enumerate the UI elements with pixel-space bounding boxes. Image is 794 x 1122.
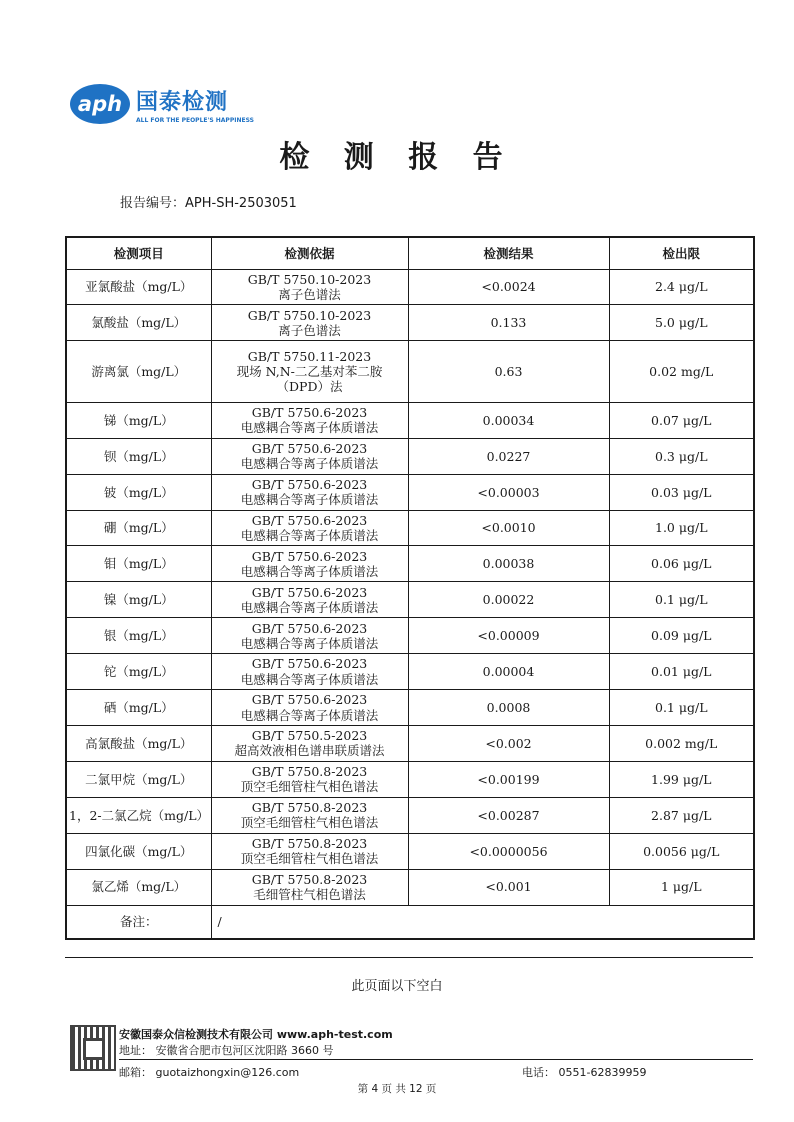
cell-item: 氯酸盐（mg/L） bbox=[66, 305, 211, 341]
footer-phone: 电话： 0551-62839959 bbox=[522, 1066, 647, 1079]
basis-line: 电感耦合等离子体质谱法 bbox=[240, 635, 379, 651]
cell-result: 0.00004 bbox=[408, 654, 609, 690]
cell-result: <0.00287 bbox=[408, 797, 609, 833]
basis-line: 电感耦合等离子体质谱法 bbox=[240, 707, 379, 723]
table-row bbox=[66, 438, 754, 474]
cell-basis bbox=[211, 654, 408, 690]
cell-result: <0.002 bbox=[408, 726, 609, 762]
cell-basis bbox=[211, 618, 408, 654]
table-header-row bbox=[66, 237, 754, 269]
cell-basis bbox=[211, 690, 408, 726]
cell-basis bbox=[211, 510, 408, 546]
cell-limit: 0.06 μg/L bbox=[609, 546, 754, 582]
page-number: 第 4 页 共 12 页 bbox=[357, 1083, 437, 1095]
cell-item: 铍（mg/L） bbox=[66, 474, 211, 510]
logo-name: 国泰检测 bbox=[136, 89, 229, 115]
cell-basis bbox=[211, 305, 408, 341]
cell-limit: 0.09 μg/L bbox=[609, 618, 754, 654]
cell-limit: 0.002 mg/L bbox=[609, 726, 754, 762]
cell-basis bbox=[211, 833, 408, 869]
basis-line: （DPD）法 bbox=[276, 379, 343, 395]
cell-basis bbox=[211, 797, 408, 833]
footer-company: 安徽国泰众信检测技术有限公司 www.aph-test.com bbox=[119, 1028, 393, 1041]
footer-email: 邮箱： guotaizhongxin@126.com bbox=[119, 1066, 300, 1079]
cell-limit: 0.3 μg/L bbox=[609, 438, 754, 474]
cell-item: 铊（mg/L） bbox=[66, 654, 211, 690]
col-header-limit: 检出限 bbox=[609, 237, 754, 269]
basis-line: GB/T 5750.6-2023 bbox=[251, 512, 368, 528]
basis-line: 电感耦合等离子体质谱法 bbox=[240, 456, 379, 472]
basis-line: 电感耦合等离子体质谱法 bbox=[240, 528, 379, 544]
cell-basis bbox=[211, 402, 408, 438]
basis-line: 现场 N,N-二乙基对苯二胺 bbox=[236, 363, 383, 379]
basis-line: 毛细管柱气相色谱法 bbox=[253, 887, 366, 903]
results-table bbox=[65, 236, 755, 940]
basis-line: GB/T 5750.10-2023 bbox=[247, 307, 372, 323]
cell-item: 亚氯酸盐（mg/L） bbox=[66, 269, 211, 305]
table-row bbox=[66, 654, 754, 690]
cell-item: 高氯酸盐（mg/L） bbox=[66, 726, 211, 762]
cell-basis bbox=[211, 438, 408, 474]
company-logo bbox=[70, 84, 254, 124]
cell-result: <0.001 bbox=[408, 869, 609, 905]
footer-address: 地址： 安徽省合肥市包河区沈阳路 3660 号 bbox=[119, 1044, 334, 1057]
table-row bbox=[66, 618, 754, 654]
cell-limit: 0.07 μg/L bbox=[609, 402, 754, 438]
remark-label: 备注： bbox=[66, 905, 211, 939]
cell-result: 0.00038 bbox=[408, 546, 609, 582]
basis-line: GB/T 5750.6-2023 bbox=[251, 405, 368, 421]
cell-basis bbox=[211, 869, 408, 905]
cell-basis bbox=[211, 474, 408, 510]
basis-line: GB/T 5750.8-2023 bbox=[251, 764, 368, 780]
basis-line: GB/T 5750.6-2023 bbox=[251, 440, 368, 456]
cell-item: 游离氯（mg/L） bbox=[66, 341, 211, 403]
divider-line bbox=[65, 957, 753, 958]
cell-item: 锑（mg/L） bbox=[66, 402, 211, 438]
cell-item: 氯乙烯（mg/L） bbox=[66, 869, 211, 905]
basis-line: 电感耦合等离子体质谱法 bbox=[240, 563, 379, 579]
cell-result: <0.0000056 bbox=[408, 833, 609, 869]
cell-result: <0.00003 bbox=[408, 474, 609, 510]
table-row bbox=[66, 690, 754, 726]
cell-result: 0.133 bbox=[408, 305, 609, 341]
table-row bbox=[66, 474, 754, 510]
table-row bbox=[66, 761, 754, 797]
table-row bbox=[66, 546, 754, 582]
basis-line: 离子色谱法 bbox=[278, 286, 341, 302]
table-row bbox=[66, 305, 754, 341]
logo-tagline: ALL FOR THE PEOPLE'S HAPPINESS bbox=[136, 116, 254, 124]
cell-basis bbox=[211, 761, 408, 797]
cell-limit: 0.1 μg/L bbox=[609, 690, 754, 726]
basis-line: GB/T 5750.11-2023 bbox=[247, 348, 372, 364]
cell-limit: 1 μg/L bbox=[609, 869, 754, 905]
cell-limit: 0.1 μg/L bbox=[609, 582, 754, 618]
cell-limit: 2.4 μg/L bbox=[609, 269, 754, 305]
basis-line: 顶空毛细管柱气相色谱法 bbox=[240, 815, 379, 831]
blank-page-note: 此页面以下空白 bbox=[351, 979, 443, 994]
basis-line: 电感耦合等离子体质谱法 bbox=[240, 599, 379, 615]
table-row bbox=[66, 833, 754, 869]
basis-line: GB/T 5750.6-2023 bbox=[251, 548, 368, 564]
report-number: 报告编号：APH-SH-2503051 bbox=[120, 196, 297, 211]
cell-item: 硼（mg/L） bbox=[66, 510, 211, 546]
cell-basis bbox=[211, 546, 408, 582]
footer-divider bbox=[119, 1059, 753, 1060]
cell-item: 钡（mg/L） bbox=[66, 438, 211, 474]
table-row bbox=[66, 582, 754, 618]
cell-limit: 0.02 mg/L bbox=[609, 341, 754, 403]
cell-item: 硒（mg/L） bbox=[66, 690, 211, 726]
cell-result: 0.00034 bbox=[408, 402, 609, 438]
col-header-item: 检测项目 bbox=[66, 237, 211, 269]
basis-line: 顶空毛细管柱气相色谱法 bbox=[240, 779, 379, 795]
table-row bbox=[66, 269, 754, 305]
basis-line: GB/T 5750.8-2023 bbox=[251, 871, 368, 887]
cell-limit: 0.0056 μg/L bbox=[609, 833, 754, 869]
col-header-basis: 检测依据 bbox=[211, 237, 408, 269]
basis-line: GB/T 5750.5-2023 bbox=[251, 728, 368, 744]
cell-result: 0.00022 bbox=[408, 582, 609, 618]
cell-result: <0.00199 bbox=[408, 761, 609, 797]
cell-basis bbox=[211, 726, 408, 762]
cell-basis bbox=[211, 269, 408, 305]
cell-result: <0.0010 bbox=[408, 510, 609, 546]
cell-basis bbox=[211, 341, 408, 403]
cell-limit: 1.0 μg/L bbox=[609, 510, 754, 546]
remark-value: / bbox=[211, 905, 754, 939]
cell-item: 镍（mg/L） bbox=[66, 582, 211, 618]
table-row bbox=[66, 402, 754, 438]
basis-line: 超高效液相色谱串联质谱法 bbox=[234, 743, 385, 759]
cell-item: 四氯化碳（mg/L） bbox=[66, 833, 211, 869]
basis-line: GB/T 5750.6-2023 bbox=[251, 584, 368, 600]
basis-line: GB/T 5750.8-2023 bbox=[251, 800, 368, 816]
basis-line: 电感耦合等离子体质谱法 bbox=[240, 420, 379, 436]
cell-basis bbox=[211, 582, 408, 618]
cell-result: 0.63 bbox=[408, 341, 609, 403]
cell-result: <0.00009 bbox=[408, 618, 609, 654]
table-row bbox=[66, 726, 754, 762]
qr-code-icon bbox=[70, 1025, 116, 1071]
cell-result: <0.0024 bbox=[408, 269, 609, 305]
cell-limit: 1.99 μg/L bbox=[609, 761, 754, 797]
basis-line: 电感耦合等离子体质谱法 bbox=[240, 492, 379, 508]
cell-item: 二氯甲烷（mg/L） bbox=[66, 761, 211, 797]
cell-limit: 2.87 μg/L bbox=[609, 797, 754, 833]
basis-line: GB/T 5750.6-2023 bbox=[251, 656, 368, 672]
cell-item: 银（mg/L） bbox=[66, 618, 211, 654]
col-header-result: 检测结果 bbox=[408, 237, 609, 269]
cell-limit: 0.03 μg/L bbox=[609, 474, 754, 510]
logo-mark: aph bbox=[70, 84, 130, 124]
cell-limit: 0.01 μg/L bbox=[609, 654, 754, 690]
basis-line: GB/T 5750.6-2023 bbox=[251, 692, 368, 708]
basis-line: 离子色谱法 bbox=[278, 322, 341, 338]
remark-row bbox=[66, 905, 754, 939]
table-row bbox=[66, 797, 754, 833]
table-row bbox=[66, 341, 754, 403]
basis-line: GB/T 5750.6-2023 bbox=[251, 476, 368, 492]
basis-line: 电感耦合等离子体质谱法 bbox=[240, 671, 379, 687]
basis-line: GB/T 5750.10-2023 bbox=[247, 271, 372, 287]
cell-item: 1，2-二氯乙烷（mg/L） bbox=[66, 797, 211, 833]
cell-item: 钼（mg/L） bbox=[66, 546, 211, 582]
basis-line: GB/T 5750.6-2023 bbox=[251, 620, 368, 636]
cell-result: 0.0008 bbox=[408, 690, 609, 726]
table-row bbox=[66, 510, 754, 546]
cell-limit: 5.0 μg/L bbox=[609, 305, 754, 341]
basis-line: 顶空毛细管柱气相色谱法 bbox=[240, 851, 379, 867]
basis-line: GB/T 5750.8-2023 bbox=[251, 835, 368, 851]
table-row bbox=[66, 869, 754, 905]
page-title: 检 测 报 告 bbox=[279, 140, 515, 175]
cell-result: 0.0227 bbox=[408, 438, 609, 474]
